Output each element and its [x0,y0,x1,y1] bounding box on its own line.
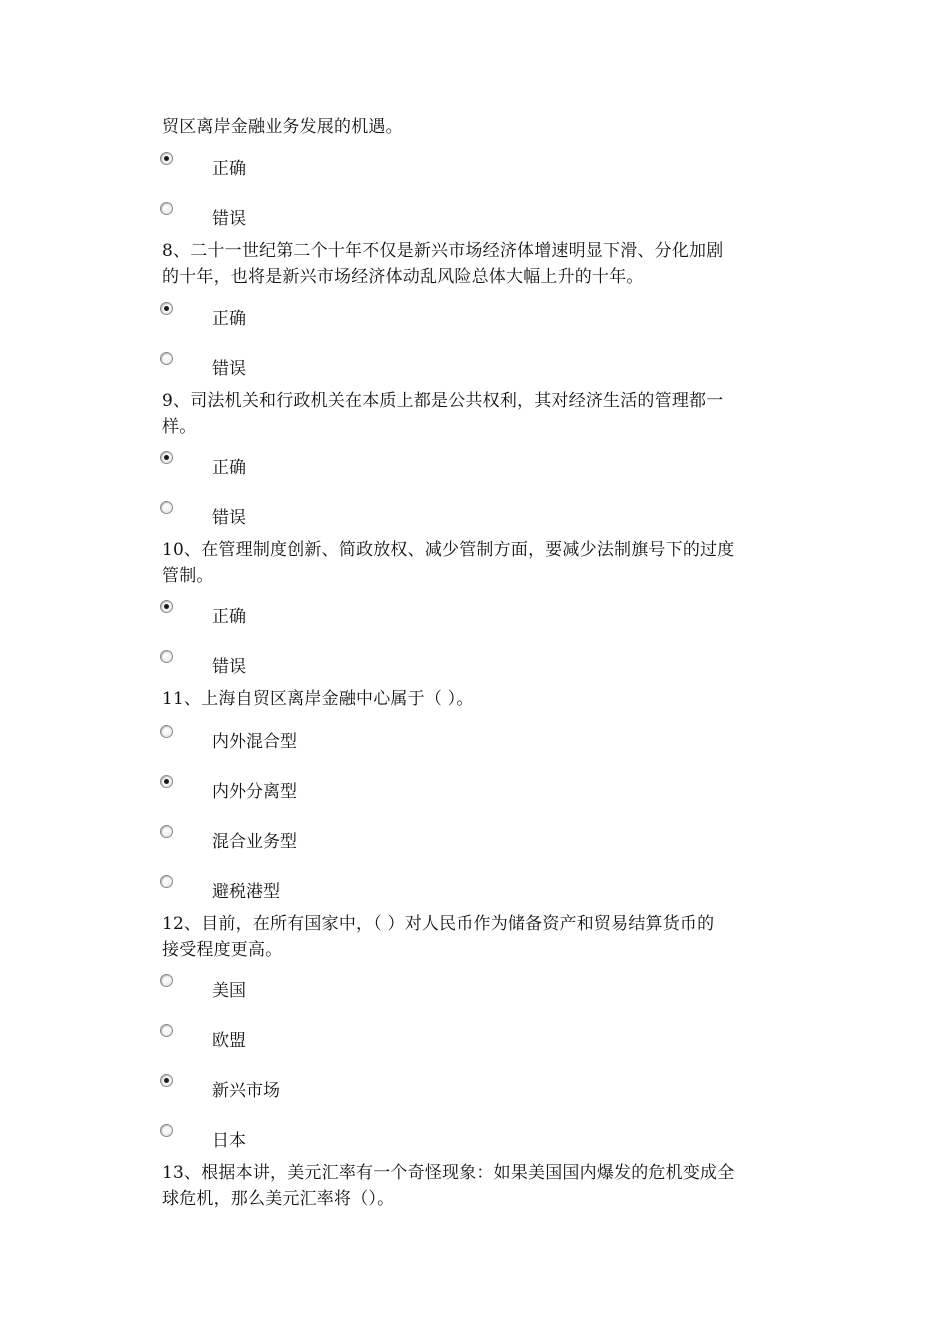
option-label: 避税港型 [212,882,280,902]
option-label: 错误 [212,508,246,528]
q11-option-d[interactable] [160,875,560,905]
q11-option-a[interactable] [160,725,560,755]
option-label: 错误 [212,657,246,677]
option-label: 新兴市场 [212,1081,280,1101]
radio-button[interactable] [160,974,173,987]
option-label: 正确 [212,458,246,478]
radio-button-selected[interactable] [160,600,173,613]
q8-option-wrong[interactable] [160,352,560,382]
q10-option-wrong[interactable] [160,650,560,680]
radio-button[interactable] [160,725,173,738]
option-label: 正确 [212,309,246,329]
q10-option-correct[interactable] [160,600,560,630]
q9-option-correct[interactable] [160,451,560,481]
q7-option-wrong[interactable] [160,202,560,232]
question-11-text: 11、上海自贸区离岸金融中心属于（ ）。 [162,689,474,709]
option-label: 混合业务型 [212,832,297,852]
question-10-text: 10、在管理制度创新、简政放权、减少管制方面，要减少法制旗号下的过度 管制。 [162,540,735,586]
option-label: 内外混合型 [212,732,297,752]
radio-button[interactable] [160,650,173,663]
q7-option-correct[interactable] [160,152,560,182]
option-label: 内外分离型 [212,782,297,802]
q12-option-d[interactable] [160,1124,560,1154]
q9-option-wrong[interactable] [160,501,560,531]
radio-button[interactable] [160,1024,173,1037]
option-label: 错误 [212,209,246,229]
radio-button[interactable] [160,825,173,838]
question-12-text: 12、目前，在所有国家中，（ ）对人民币作为储备资产和贸易结算货币的 接受程度更高。 [162,914,715,960]
radio-button-selected[interactable] [160,302,173,315]
q8-option-correct[interactable] [160,302,560,332]
option-label: 错误 [212,359,246,379]
question-8-text: 8、二十一世纪第二个十年不仅是新兴市场经济体增速明显下滑、分化加剧 的十年，也将是新兴市场经济体动乱风险总体大幅上升的十年。 [162,241,724,287]
question-9-text: 9、司法机关和行政机关在本质上都是公共权利，其对经济生活的管理都一 样。 [162,391,724,437]
q11-option-b[interactable] [160,775,560,805]
radio-button-selected[interactable] [160,1074,173,1087]
intro-text: 贸区离岸金融业务发展的机遇。 [162,117,403,137]
q12-option-a[interactable] [160,974,560,1004]
radio-button-selected[interactable] [160,775,173,788]
option-label: 美国 [212,981,246,1001]
option-label: 日本 [212,1131,246,1151]
option-label: 正确 [212,607,246,627]
question-13-text: 13、根据本讲，美元汇率有一个奇怪现象：如果美国国内爆发的危机变成全 球危机，那么美元汇率将（）。 [162,1163,735,1209]
radio-button[interactable] [160,501,173,514]
q12-option-c[interactable] [160,1074,560,1104]
q11-option-c[interactable] [160,825,560,855]
q12-option-b[interactable] [160,1024,560,1054]
radio-button[interactable] [160,352,173,365]
radio-button[interactable] [160,1124,173,1137]
radio-button[interactable] [160,875,173,888]
option-label: 正确 [212,159,246,179]
radio-button[interactable] [160,202,173,215]
radio-button-selected[interactable] [160,451,173,464]
option-label: 欧盟 [212,1031,246,1051]
radio-button-selected[interactable] [160,152,173,165]
